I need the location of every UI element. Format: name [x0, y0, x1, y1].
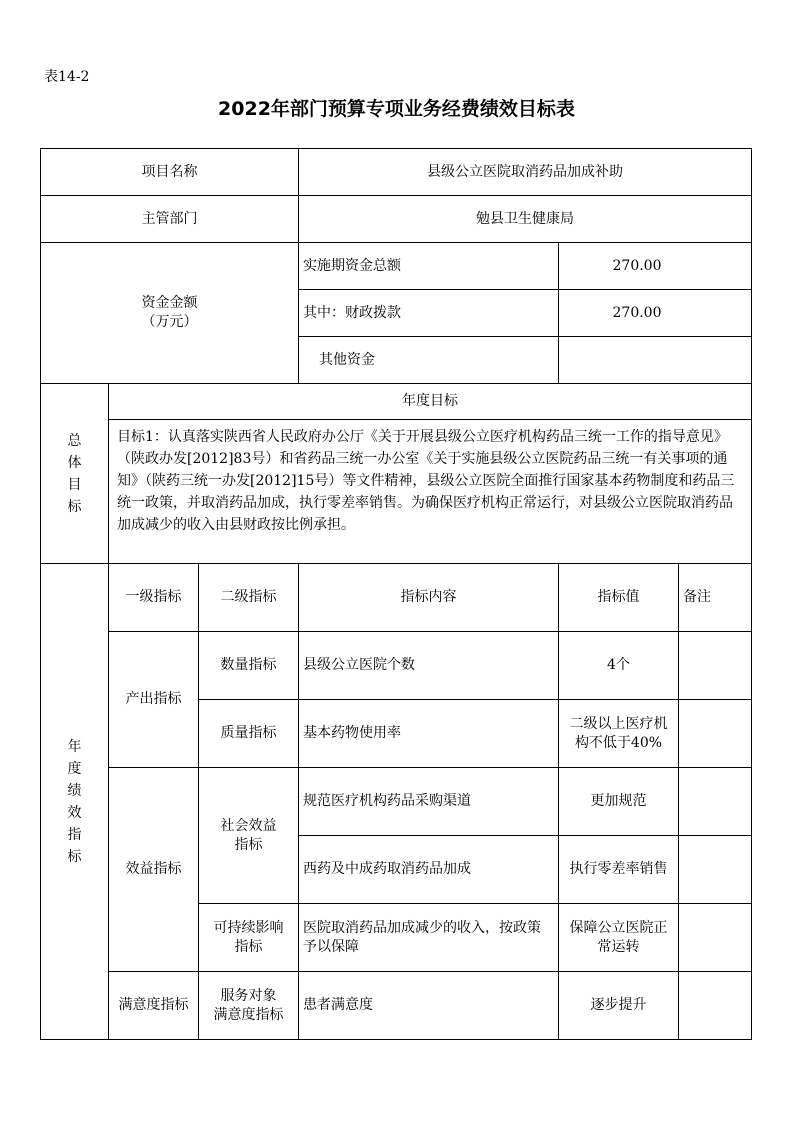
quantity-value: 4个 [559, 632, 679, 700]
table-row [41, 632, 752, 700]
header-content: 指标内容 [299, 564, 559, 632]
social1-value: 更加规范 [559, 768, 679, 836]
sustain-content: 医院取消药品加成减少的收入，按政策予以保障 [299, 904, 559, 972]
annual-label-char: 效 [67, 804, 82, 821]
project-row [41, 149, 752, 196]
overall-label-char: 标 [67, 498, 82, 515]
satisfaction-content: 患者满意度 [299, 972, 559, 1040]
sustain-label-line2: 指标 [234, 938, 263, 955]
annual-goal-text: 目标1：认真落实陕西省人民政府办公厅《关于开展县级公立医疗机构药品三统一工作的指导意见》（陕政办发[2012]83号）和省药品三统一办公室《关于实施县级公立医院药品三统一有关事项的通知》（陕药三统一办发[2012]15号）等文件精神，县级公立医院全面推行国家基本药物制度和药品三统一政策，并取消药品加成，执行零差率销售。为确保医疗机构正常运行，对县级公立医院取消药品加成减少的收入由县财政按比例承担。 [109, 420, 752, 564]
social-benefit-label [199, 768, 299, 904]
funds-label-line2: （万元） [141, 314, 198, 330]
satisfaction-note [679, 972, 752, 1040]
header-level1: 一级指标 [109, 564, 199, 632]
social1-content: 规范医疗机构药品采购渠道 [299, 768, 559, 836]
funds-label [41, 243, 299, 384]
funds-other-label: 其他资金 [299, 337, 559, 384]
sustain-value-line1: 保障公立医院正 [569, 919, 668, 936]
funds-total-row [41, 243, 752, 290]
annual-indicator-label [41, 564, 109, 1040]
header-value: 指标值 [559, 564, 679, 632]
performance-table [40, 148, 752, 1040]
sustain-label-line1: 可持续影响 [213, 919, 284, 936]
quantity-indicator-label: 数量指标 [199, 632, 299, 700]
table-row [41, 972, 752, 1040]
funds-other-value [559, 337, 752, 384]
annual-label-char: 度 [67, 760, 82, 777]
overall-text-row [41, 420, 752, 564]
annual-label-char: 绩 [67, 782, 82, 799]
quality-value [559, 700, 679, 768]
sustain-value-line2: 常运转 [597, 938, 640, 955]
funds-fiscal-label: 其中：财政拨款 [299, 290, 559, 337]
quantity-content: 县级公立医院个数 [299, 632, 559, 700]
service-satisfaction-label [199, 972, 299, 1040]
overall-goal-label [41, 384, 109, 564]
funds-fiscal-value: 270.00 [559, 290, 752, 337]
funds-label-line1: 资金金额 [141, 295, 198, 311]
social2-content: 西药及中成药取消药品加成 [299, 836, 559, 904]
social-benefit-label-line1: 社会效益 [220, 817, 277, 834]
overall-label-char: 体 [67, 454, 82, 471]
project-name-label: 项目名称 [41, 149, 299, 196]
social-benefit-label-line2: 指标 [234, 836, 263, 853]
social2-note [679, 836, 752, 904]
header-note: 备注 [679, 564, 752, 632]
social1-note [679, 768, 752, 836]
sustain-indicator-label [199, 904, 299, 972]
satisfaction-indicator-label: 满意度指标 [109, 972, 199, 1040]
header-level2: 二级指标 [199, 564, 299, 632]
quality-value-line1: 二级以上医疗机 [569, 715, 668, 732]
quality-value-line2: 构不低于40% [574, 734, 663, 751]
overall-label-char: 目 [67, 476, 82, 493]
table-code: 表14-2 [44, 69, 90, 85]
quality-content: 基本药物使用率 [299, 700, 559, 768]
annual-label-char: 年 [67, 738, 82, 755]
department-label: 主管部门 [41, 196, 299, 243]
department-value: 勉县卫生健康局 [299, 196, 752, 243]
sustain-value [559, 904, 679, 972]
quality-note [679, 700, 752, 768]
satisfaction-value: 逐步提升 [559, 972, 679, 1040]
output-indicator-label: 产出指标 [109, 632, 199, 768]
page-title: 2022年部门预算专项业务经费绩效目标表 [218, 98, 575, 120]
sustain-note [679, 904, 752, 972]
service-satisfaction-line2: 满意度指标 [213, 1006, 284, 1023]
service-satisfaction-line1: 服务对象 [220, 987, 277, 1004]
funds-total-label: 实施期资金总额 [299, 243, 559, 290]
quality-indicator-label: 质量指标 [199, 700, 299, 768]
benefit-indicator-label: 效益指标 [109, 768, 199, 972]
annual-label-char: 指 [67, 826, 82, 843]
annual-label-char: 标 [67, 848, 82, 865]
department-row [41, 196, 752, 243]
funds-total-value: 270.00 [559, 243, 752, 290]
quantity-note [679, 632, 752, 700]
overall-label-char: 总 [67, 432, 82, 449]
overall-header-row [41, 384, 752, 420]
project-name-value: 县级公立医院取消药品加成补助 [299, 149, 752, 196]
social2-value: 执行零差率销售 [559, 836, 679, 904]
table-row [41, 768, 752, 836]
annual-goal-header: 年度目标 [109, 384, 752, 420]
indicator-header-row [41, 564, 752, 632]
